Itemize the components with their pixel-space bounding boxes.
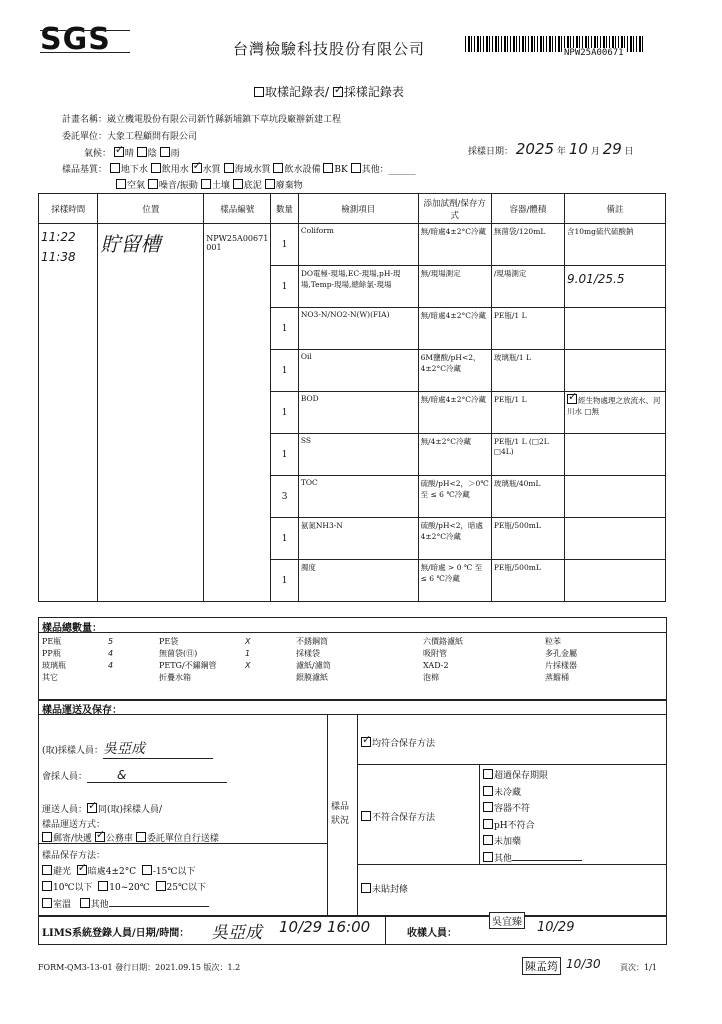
preserve-row2 (42, 880, 206, 893)
checkbox-icon[interactable] (351, 163, 361, 173)
item-cell: TOC (298, 476, 418, 518)
preserve-row3 (42, 897, 209, 910)
preserve-option: 暗處4±2°C (87, 867, 137, 877)
checkbox-icon[interactable] (265, 179, 275, 189)
count-label: 玻璃瓶 (42, 660, 66, 670)
count-label: PE瓶 (42, 636, 62, 646)
preserve-option: 25℃以下 (166, 883, 207, 893)
reagent-cell: 無/暗處4±2°C冷藏 (418, 392, 491, 434)
qty-cell[interactable]: 1 (271, 224, 299, 266)
checkbox-icon[interactable] (116, 179, 126, 189)
checkbox-icon[interactable] (42, 865, 52, 875)
count-label: 濾紙/濾筒 (296, 660, 331, 670)
item-cell: Oil (298, 350, 418, 392)
col-header: 位置 (98, 194, 204, 224)
sampling-date (468, 140, 634, 158)
count-value[interactable] (242, 671, 293, 683)
deliverer-label: 運送人員： (42, 805, 88, 815)
count-value[interactable] (496, 647, 542, 659)
cond-bad-item: 容器不符 (494, 804, 531, 814)
lims-datetime[interactable]: 10/29 16:00 (279, 918, 371, 936)
count-value[interactable]: X (245, 636, 251, 646)
cond-bad-item: 未加藥 (494, 837, 522, 847)
count-label: 泡棉 (423, 672, 439, 682)
client-row (62, 129, 197, 142)
count-label: 片採樣器 (545, 660, 577, 670)
preserve-label: 樣品保存方法： (42, 851, 106, 861)
col-header: 備註 (565, 194, 666, 224)
table-header-row (39, 194, 666, 224)
sample-type: 其他：______ (361, 165, 416, 175)
method-options (42, 831, 219, 844)
sampling-table (38, 193, 666, 602)
container-cell: PE瓶/500mL (491, 518, 564, 560)
sampler-signature[interactable]: 吳亞成 (103, 738, 213, 759)
sample-type-row1 (62, 162, 416, 175)
count-value[interactable] (496, 671, 542, 683)
cond-seal: 未貼封條 (372, 885, 409, 895)
checkbox-icon[interactable] (224, 163, 234, 173)
checkbox-icon[interactable] (137, 147, 147, 157)
count-label: 六價鉻濾紙 (423, 636, 463, 646)
item-cell: SS (298, 434, 418, 476)
time-cell[interactable] (39, 224, 98, 602)
sample-count-section (38, 617, 667, 701)
cond-bad-item: 其他 (494, 853, 513, 864)
sample-type-label: 樣品基質： (62, 165, 108, 175)
form-title-option2: 採樣記錄表 (343, 85, 404, 99)
item-cell: BOD (298, 392, 418, 434)
page-number: 頁次：1/1 (620, 963, 657, 972)
divider (39, 714, 666, 715)
company-name: 台灣檢驗科技股份有限公司 (233, 40, 426, 58)
remark-cell (565, 350, 666, 392)
date-day: 29 (602, 140, 622, 158)
item-cell: 濁度 (298, 560, 418, 602)
col-header: 添加試劑/保存方式 (418, 194, 491, 224)
preserve-row1 (42, 864, 195, 877)
method-option: 委託單位自行送樣 (146, 834, 219, 844)
lims-signature[interactable]: 吳亞成 (211, 923, 262, 943)
location-cell[interactable] (98, 224, 204, 602)
sample-type-row2 (116, 178, 303, 191)
checkbox-icon[interactable] (160, 147, 170, 157)
weather-option: 晴 (124, 149, 134, 159)
cond-bad-item: pH不符合 (494, 820, 535, 831)
container-cell: PE瓶/1 L (491, 308, 564, 350)
count-value[interactable] (608, 647, 666, 659)
sample-type: 地下水 (120, 165, 148, 175)
count-value[interactable]: X (245, 660, 251, 670)
remark-cell: 含10mg硫代硫酸鈉 (565, 224, 666, 266)
count-value[interactable]: 1 (245, 648, 251, 658)
count-label: 蒸餾桶 (545, 672, 569, 682)
checkbox-icon[interactable] (483, 769, 493, 779)
checkbox-icon[interactable] (98, 881, 108, 891)
qty-cell[interactable]: 1 (271, 392, 299, 434)
checkbox-checked-icon[interactable] (114, 147, 124, 157)
count-value[interactable] (369, 647, 420, 659)
deliverer-row (42, 802, 162, 815)
qty-cell[interactable]: 3 (271, 476, 299, 518)
divider (357, 764, 666, 765)
count-label: 採樣袋 (296, 648, 320, 658)
qty-cell[interactable]: 1 (271, 308, 299, 350)
transport-section (38, 699, 667, 917)
year-unit: 年 (556, 147, 566, 157)
count-label: 多孔金屬 (545, 648, 577, 658)
plan-value: 崴立機電股份有限公司新竹縣新埔鎮下草坑段廠辦新建工程 (107, 115, 342, 125)
count-label: 不銹鋼筒 (296, 636, 328, 646)
checkbox-icon[interactable] (483, 786, 493, 796)
count-value[interactable] (369, 659, 420, 671)
count-label: 吸附管 (423, 648, 447, 658)
co-sampler-row (42, 768, 227, 783)
checkbox-checked-icon[interactable] (77, 865, 87, 875)
divider (479, 764, 480, 864)
reagent-cell: 硫酸/pH<2，暗處4±2°C冷藏 (418, 518, 491, 560)
count-value[interactable] (496, 635, 542, 647)
remark-cell (565, 308, 666, 350)
date-year: 2025 (515, 140, 555, 158)
divider (39, 632, 666, 633)
reagent-cell: 6M鹽酸/pH<2，4±2°C冷藏 (418, 350, 491, 392)
checkbox-icon[interactable] (110, 163, 120, 173)
checkbox-checked-icon[interactable] (95, 832, 105, 842)
cond-bad-list (483, 768, 582, 867)
weather-row (84, 146, 180, 159)
checkbox-icon[interactable] (42, 898, 52, 908)
container-cell: /現場測定 (491, 266, 564, 308)
container-cell: PE瓶/500mL (491, 560, 564, 602)
checkbox-icon[interactable] (361, 883, 371, 893)
checkbox-icon[interactable] (483, 819, 493, 829)
sample-type: 廢棄物 (275, 181, 303, 191)
logo-line (40, 30, 130, 31)
container-cell: PE瓶/1 L (□2L □4L) (491, 434, 564, 476)
item-cell: 氨氮NH3-N (298, 518, 418, 560)
checkbox-icon[interactable] (483, 852, 493, 862)
reagent-cell: 無/暗處4±2°C冷藏 (418, 224, 491, 266)
container-cell: 玻璃瓶/1 L (491, 350, 564, 392)
plan-label: 計畫名稱： (62, 115, 108, 125)
checkbox-checked-icon[interactable] (333, 87, 343, 97)
col-header: 容器/體積 (491, 194, 564, 224)
checkbox-icon[interactable] (142, 865, 152, 875)
co-sampler-label: 會採人員： (42, 772, 88, 782)
remark-cell[interactable] (565, 266, 666, 308)
qty-cell[interactable]: 1 (271, 518, 299, 560)
logo-line (40, 52, 130, 53)
count-label: PE袋 (159, 636, 179, 646)
checkbox-icon[interactable] (254, 87, 264, 97)
checkbox-icon[interactable] (80, 898, 90, 908)
checkbox-checked-icon[interactable] (361, 737, 371, 747)
qty-cell[interactable]: 1 (271, 266, 299, 308)
form-title (254, 83, 404, 100)
cond-ok-row (361, 736, 435, 749)
item-cell: Coliform (298, 224, 418, 266)
remark-cell (565, 518, 666, 560)
checkbox-icon[interactable] (233, 179, 243, 189)
deliverer-option: 同(取)採樣人員/ (98, 805, 163, 815)
reviewer-date: 10/30 (566, 957, 601, 971)
co-sampler-signature[interactable]: & (87, 768, 227, 783)
month-unit: 月 (590, 147, 600, 157)
receiver-label: 收樣人員： (407, 928, 457, 939)
count-label: 無菌袋(㊐) (159, 648, 198, 658)
qty-cell[interactable]: 1 (271, 350, 299, 392)
sampler-label: (取)採樣人員： (42, 746, 104, 756)
sample-id: NPW25A00671 001 (206, 234, 269, 252)
method-option: 郵寄/快遞 (53, 834, 93, 844)
checkbox-icon[interactable] (42, 832, 52, 842)
count-label: 銀膜濾紙 (296, 672, 328, 682)
count-label: 其它 (42, 672, 58, 682)
count-value[interactable] (608, 659, 666, 671)
count-label: PP瓶 (42, 648, 61, 658)
remark-cell (565, 476, 666, 518)
cond-seal-row (361, 882, 408, 895)
qty-cell[interactable]: 1 (271, 560, 299, 602)
method-option: 公務車 (105, 834, 133, 844)
sample-type: 空氣 (127, 181, 146, 191)
cond-bad-item: 超過保存期限 (494, 771, 549, 781)
reagent-cell: 無/暗處4±2°C冷藏 (418, 308, 491, 350)
item-cell: NO3-N/NO2-N(W)(FIA) (298, 308, 418, 350)
col-header: 檢測項目 (298, 194, 418, 224)
checkbox-icon[interactable] (201, 179, 211, 189)
method-label: 樣品運送方式： (42, 820, 106, 830)
sample-type: 海域水質 (234, 165, 271, 175)
item-cell: DO電極-現場,EC-現場,pH-現場,Temp-現場,總餘氯-現場 (298, 266, 418, 308)
sample-type: 底泥 (243, 181, 262, 191)
count-value[interactable]: 4 (108, 648, 114, 658)
condition-label: 樣品狀況 (331, 802, 350, 826)
cond-bad-row (361, 810, 435, 823)
day-unit: 日 (624, 147, 634, 157)
receiver-stamp: 吳宜臻 (489, 912, 525, 929)
checkbox-checked-icon[interactable] (192, 163, 202, 173)
divider (327, 714, 328, 916)
other-blank[interactable] (109, 906, 209, 907)
cond-bad-item: 未冷藏 (494, 787, 522, 798)
divider (385, 916, 386, 944)
checkbox-icon[interactable] (483, 835, 493, 845)
sample-type: BK (334, 165, 348, 175)
sampling-date-label: 採樣日期： (468, 147, 514, 157)
preserve-option: 10~20℃ (109, 883, 150, 893)
sample-type: 飲水設備 (284, 165, 321, 175)
count-label: PETG/不鏽鋼管 (159, 660, 217, 670)
checkbox-icon[interactable] (323, 163, 333, 173)
count-label: 折疊水箱 (159, 672, 191, 682)
client-label: 委託單位： (62, 132, 108, 142)
form-title-option1: 取樣記錄表/ (265, 85, 330, 99)
checkbox-icon[interactable] (42, 881, 52, 891)
lims-section (38, 915, 667, 945)
weather-option: 陰 (147, 149, 157, 159)
sample-id-cell (204, 224, 271, 602)
col-header: 採樣時間 (39, 194, 98, 224)
sample-type: 飲用水 (161, 165, 189, 175)
remark-cell (565, 434, 666, 476)
cond-ok: 均符合保存方法 (372, 739, 436, 749)
weather-option: 雨 (170, 149, 180, 159)
receiver-date[interactable]: 10/29 (537, 920, 575, 935)
count-table (39, 635, 666, 683)
count-value[interactable] (608, 671, 666, 683)
cond-bad: 不符合保存方法 (372, 813, 436, 823)
remark-cell (565, 560, 666, 602)
count-value[interactable]: 5 (108, 636, 114, 646)
col-header: 樣品編號 (204, 194, 271, 224)
qty-cell[interactable]: 1 (271, 434, 299, 476)
time-end: 11:38 (41, 250, 76, 264)
count-label: 粒苯 (545, 636, 561, 646)
time-start: 11:22 (41, 230, 76, 244)
checkbox-icon[interactable] (361, 811, 371, 821)
other-blank[interactable] (512, 860, 582, 861)
count-value[interactable] (105, 671, 156, 683)
checkbox-icon[interactable] (156, 881, 166, 891)
plan-row (62, 112, 341, 125)
table-row (39, 224, 666, 266)
sgs-logo: SGS (40, 22, 111, 57)
sampler-row (42, 738, 213, 759)
checkbox-icon[interactable] (273, 163, 283, 173)
container-cell: PE瓶/1 L (491, 392, 564, 434)
remark-text: 經生物處理之放流水、河川水 □無 (567, 396, 661, 416)
client-value: 大象工程顧問有限公司 (107, 132, 198, 142)
preserve-option: 室溫 (53, 900, 72, 910)
count-value[interactable] (369, 671, 420, 683)
divider (357, 714, 358, 916)
checkbox-icon[interactable] (148, 179, 158, 189)
checkbox-icon[interactable] (151, 163, 161, 173)
count-value[interactable] (608, 635, 666, 647)
count-value[interactable]: 4 (108, 660, 114, 670)
handwritten-remark: 9.01/25.5 (567, 272, 625, 286)
remark-cell (565, 392, 666, 434)
reagent-cell: 硫酸/pH<2，＞0℃ 至 ≤ 6 ℃冷藏 (418, 476, 491, 518)
form-code: FORM-QM3-13-01 發行日期：2021.09.15 版次：1.2 (38, 963, 241, 972)
barcode-number: NPW25A00671 (564, 48, 624, 58)
checkbox-checked-icon[interactable] (567, 394, 577, 404)
sample-type: 水質 (202, 165, 221, 175)
preserve-option: 避光 (53, 867, 72, 877)
container-cell: 無菌袋/120mL (491, 224, 564, 266)
weather-label: 氣候： (84, 149, 112, 159)
count-label: XAD-2 (423, 660, 449, 670)
container-cell: 玻璃瓶/40mL (491, 476, 564, 518)
checkbox-checked-icon[interactable] (87, 803, 97, 813)
sample-type: 噪音/振動 (158, 181, 198, 191)
col-header: 數量 (271, 194, 299, 224)
checkbox-icon[interactable] (136, 832, 146, 842)
preserve-option: 其他 (90, 900, 109, 910)
checkbox-icon[interactable] (483, 802, 493, 812)
reagent-cell: 無/4±2°C冷藏 (418, 434, 491, 476)
preserve-option: 10℃以下 (53, 883, 93, 893)
transport-title: 樣品運送及保存： (42, 705, 122, 716)
preserve-option: -15℃以下 (152, 867, 196, 877)
count-title: 樣品總數量： (42, 623, 102, 634)
reagent-cell: 無/現場測定 (418, 266, 491, 308)
reviewer-stamp: 陳孟筠 (522, 957, 561, 975)
sample-type: 土壤 (211, 181, 230, 191)
lims-label: LIMS系統登錄人員/日期/時間： (42, 928, 190, 939)
location-value: 貯留槽 (100, 232, 161, 256)
count-value[interactable] (369, 635, 420, 647)
count-value[interactable] (496, 659, 542, 671)
date-month: 10 (568, 140, 588, 158)
reagent-cell: 無/暗處 > 0 ℃ 至 ≤ 6 ℃冷藏 (418, 560, 491, 602)
